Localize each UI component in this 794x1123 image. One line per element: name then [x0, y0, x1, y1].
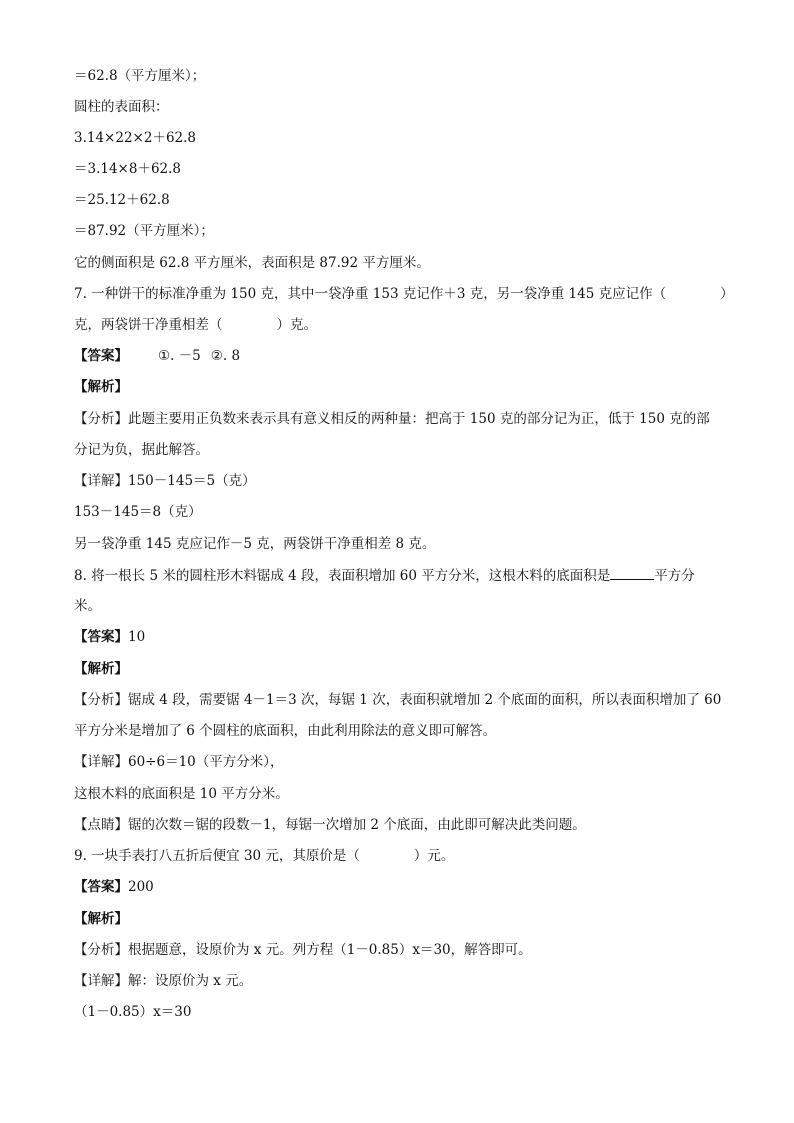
- detail-text: 这根木料的底面积是 10 平方分米。: [74, 786, 289, 802]
- text-line: 它的侧面积是 62.8 平方厘米，表面积是 87.92 平方厘米。: [74, 255, 430, 271]
- question-9-text: 9. 一块手表打八五折后便宜 30 元，其原价是（ ）元。: [74, 848, 455, 864]
- analysis-text: 【分析】根据题意，设原价为 x 元。列方程（1－0.85）x＝30，解答即可。: [74, 942, 532, 958]
- question-8-text-part: 平方分: [654, 568, 695, 584]
- text-line: ＝87.92（平方厘米）；: [74, 223, 214, 239]
- text-line: ＝25.12＋62.8: [74, 192, 170, 208]
- detail-text: 【详解】60÷6＝10（平方分米），: [74, 754, 284, 770]
- analysis-text-cont: 分记为负，据此解答。: [74, 442, 209, 458]
- analysis-label: 【解析】: [74, 661, 128, 677]
- text-line: 圆柱的表面积：: [74, 99, 169, 115]
- answer-label: 【答案】: [74, 629, 128, 645]
- analysis-text: 【分析】此题主要用正负数来表示具有意义相反的两种量：把高于 150 克的部分记为正，低于 150 克的部: [74, 411, 710, 427]
- question-7-text-cont: 克，两袋饼干净重相差（ ）克。: [74, 317, 317, 333]
- detail-text: 另一袋净重 145 克应记作－5 克，两袋饼干净重相差 8 克。: [74, 536, 436, 552]
- text-line: ＝3.14×8＋62.8: [74, 161, 182, 177]
- question-7-text: 7. 一种饼干的标准净重为 150 克，其中一袋净重 153 克记作＋3 克，另一袋净重 145 克应记作（ ）: [74, 286, 734, 302]
- answer-blank: [610, 565, 654, 580]
- question-8-text-cont: 米。: [74, 598, 101, 614]
- text-line: 3.14×22×2＋62.8: [74, 130, 197, 146]
- question-8-answer: [74, 627, 734, 647]
- answer-label: 【答案】: [74, 348, 128, 364]
- answer-value: 10: [128, 629, 146, 645]
- answer-label: 【答案】: [74, 879, 128, 895]
- comment-text: 【点睛】锯的次数＝锯的段数－1，每锯一次增加 2 个底面，由此即可解决此类问题。: [74, 817, 586, 833]
- question-8-text: [74, 565, 734, 586]
- question-9-answer: [74, 877, 734, 897]
- question-8-text-part: 8. 将一根长 5 米的圆柱形木料锯成 4 段，表面积增加 60 平方分米，这根木料的底面积是: [74, 568, 611, 584]
- analysis-label: 【解析】: [74, 379, 128, 395]
- detail-text: 【详解】150－145＝5（克）: [74, 473, 256, 489]
- analysis-label: 【解析】: [74, 911, 128, 927]
- question-7-answer: [74, 346, 734, 366]
- detail-text: 153－145＝8（克）: [74, 504, 202, 520]
- detail-text: 【详解】解：设原价为 x 元。: [74, 973, 253, 989]
- answer-value: 200: [128, 879, 154, 895]
- detail-text: （1－0.85）x＝30: [74, 1004, 192, 1020]
- text-line: ＝62.8（平方厘米）；: [74, 68, 206, 84]
- answer-value-2: ②. 8: [210, 348, 241, 364]
- answer-value-1: ①. －5: [158, 348, 201, 364]
- analysis-text-cont: 平方分米是增加了 6 个圆柱的底面积，由此利用除法的意义即可解答。: [74, 723, 497, 739]
- analysis-text: 【分析】锯成 4 段，需要锯 4－1＝3 次，每锯 1 次，表面积就增加 2 个底面的面积，所以表面积增加了 60: [74, 692, 722, 708]
